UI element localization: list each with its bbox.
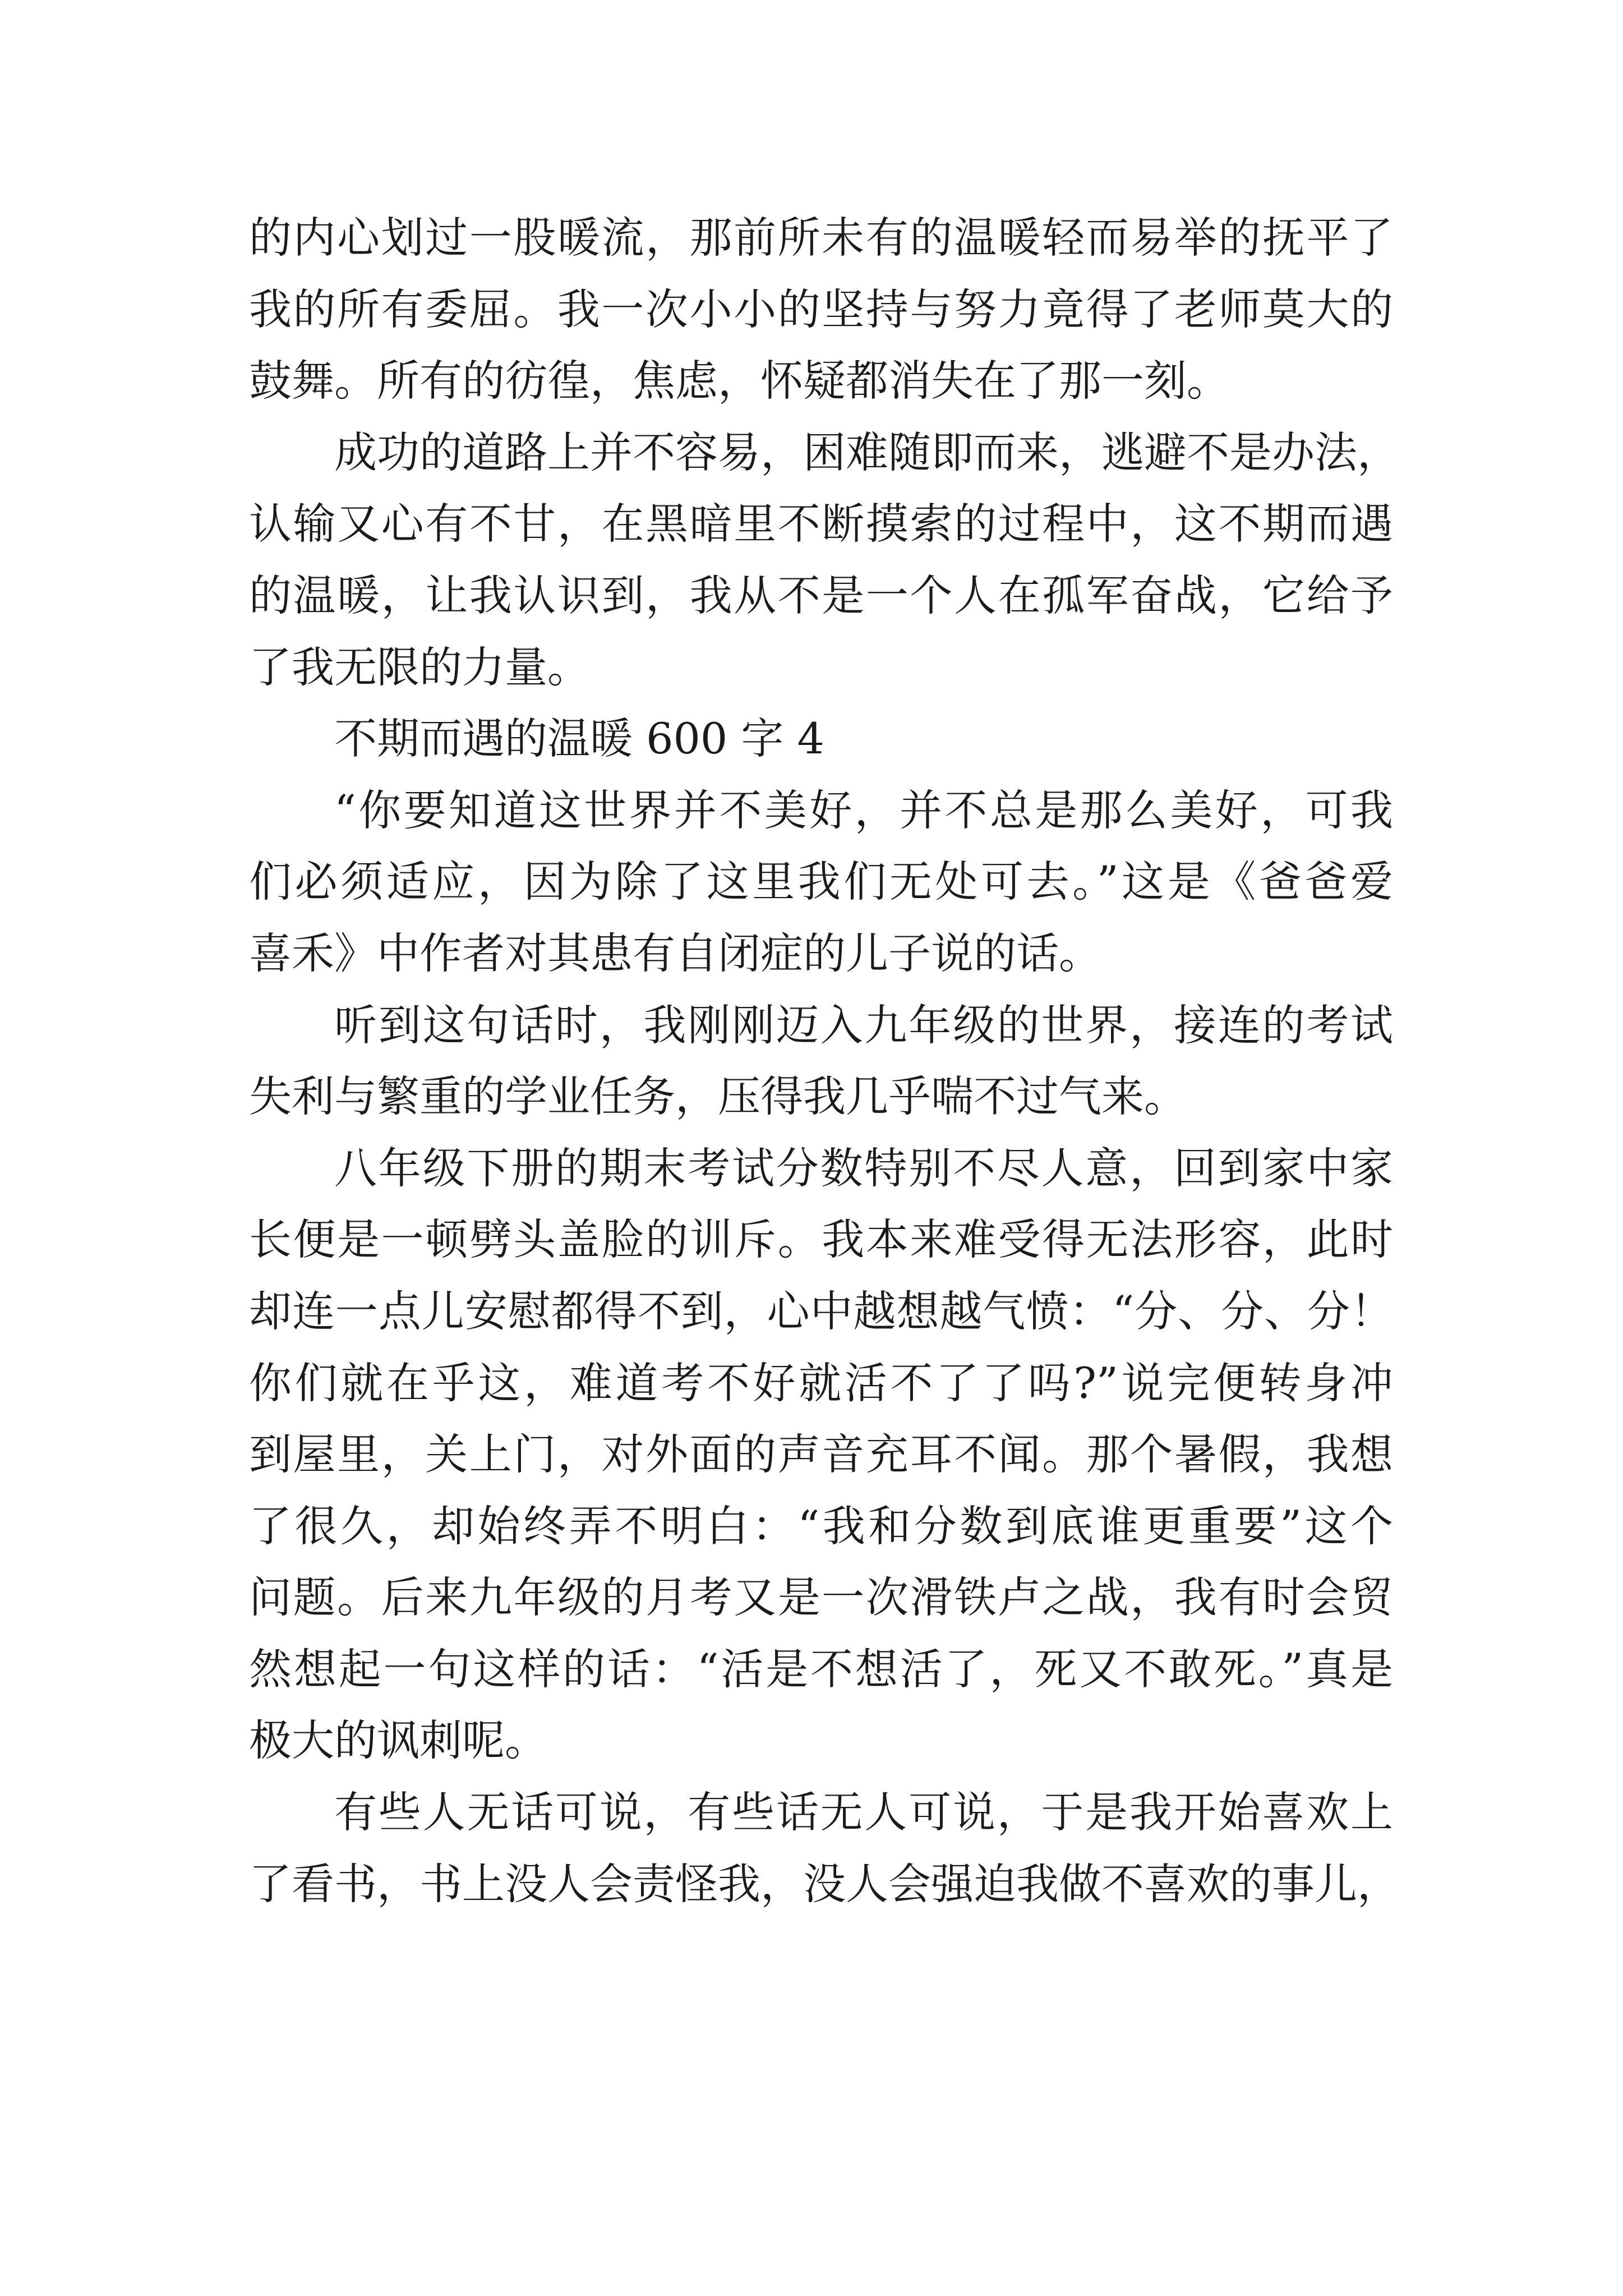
text-line: 你们就在乎这，难道考不好就活不了了吗?”说完便转身冲 — [249, 1358, 1393, 1408]
text-line: 到屋里，关上门，对外面的声音充耳不闻。那个暑假，我想 — [249, 1429, 1393, 1480]
text-line: 却连一点儿安慰都得不到，心中越想越气愤：“分、分、分！ — [249, 1286, 1393, 1336]
text-line: 的温暖，让我认识到，我从不是一个人在孤军奋战，它给予 — [249, 570, 1393, 620]
section-heading: 不期而遇的温暖 600 字 4 — [334, 714, 824, 764]
text-line: 喜禾》中作者对其患有自闭症的儿子说的话。 — [249, 928, 1101, 978]
text-line: 鼓舞。所有的彷徨，焦虑，怀疑都消失在了那一刻。 — [249, 356, 1229, 406]
text-line: 然想起一句这样的话：“活是不想活了，死又不敢死。”真是 — [249, 1644, 1393, 1694]
text-line: 的内心划过一股暖流，那前所未有的温暖轻而易举的抚平了 — [249, 213, 1393, 263]
text-line: 失利与繁重的学业任务，压得我几乎喘不过气来。 — [249, 1071, 1187, 1122]
text-line: 问题。后来九年级的月考又是一次滑铁卢之战，我有时会贸 — [249, 1572, 1393, 1623]
paragraph-first-line: 有些人无话可说，有些话无人可说，于是我开始喜欢上 — [334, 1787, 1393, 1838]
paragraph-first-line: 成功的道路上并不容易，困难随即而来，逃避不是办法， — [334, 427, 1400, 477]
text-line: 了很久，却始终弄不明白：“我和分数到底谁更重要”这个 — [249, 1501, 1393, 1551]
paragraph-first-line: “你要知道这世界并不美好，并不总是那么美好，可我 — [334, 785, 1393, 835]
document-body — [249, 202, 1400, 1920]
text-line: 长便是一顿劈头盖脸的训斥。我本来难受得无法形容，此时 — [249, 1214, 1393, 1265]
paragraph-first-line: 听到这句话时，我刚刚迈入九年级的世界，接连的考试 — [334, 1000, 1393, 1050]
text-line: 们必须适应，因为除了这里我们无处可去。”这是《爸爸爱 — [249, 857, 1393, 907]
text-line: 认输又心有不甘，在黑暗里不断摸索的过程中，这不期而遇 — [249, 499, 1393, 549]
text-line: 我的所有委屈。我一次小小的坚持与努力竟得了老师莫大的 — [249, 284, 1393, 334]
text-line: 了看书，书上没人会责怪我，没人会强迫我做不喜欢的事儿， — [249, 1858, 1400, 1909]
paragraph-first-line: 八年级下册的期末考试分数特别不尽人意，回到家中家 — [334, 1143, 1393, 1193]
text-line: 极大的讽刺呢。 — [249, 1715, 547, 1766]
text-line: 了我无限的力量。 — [249, 642, 590, 692]
